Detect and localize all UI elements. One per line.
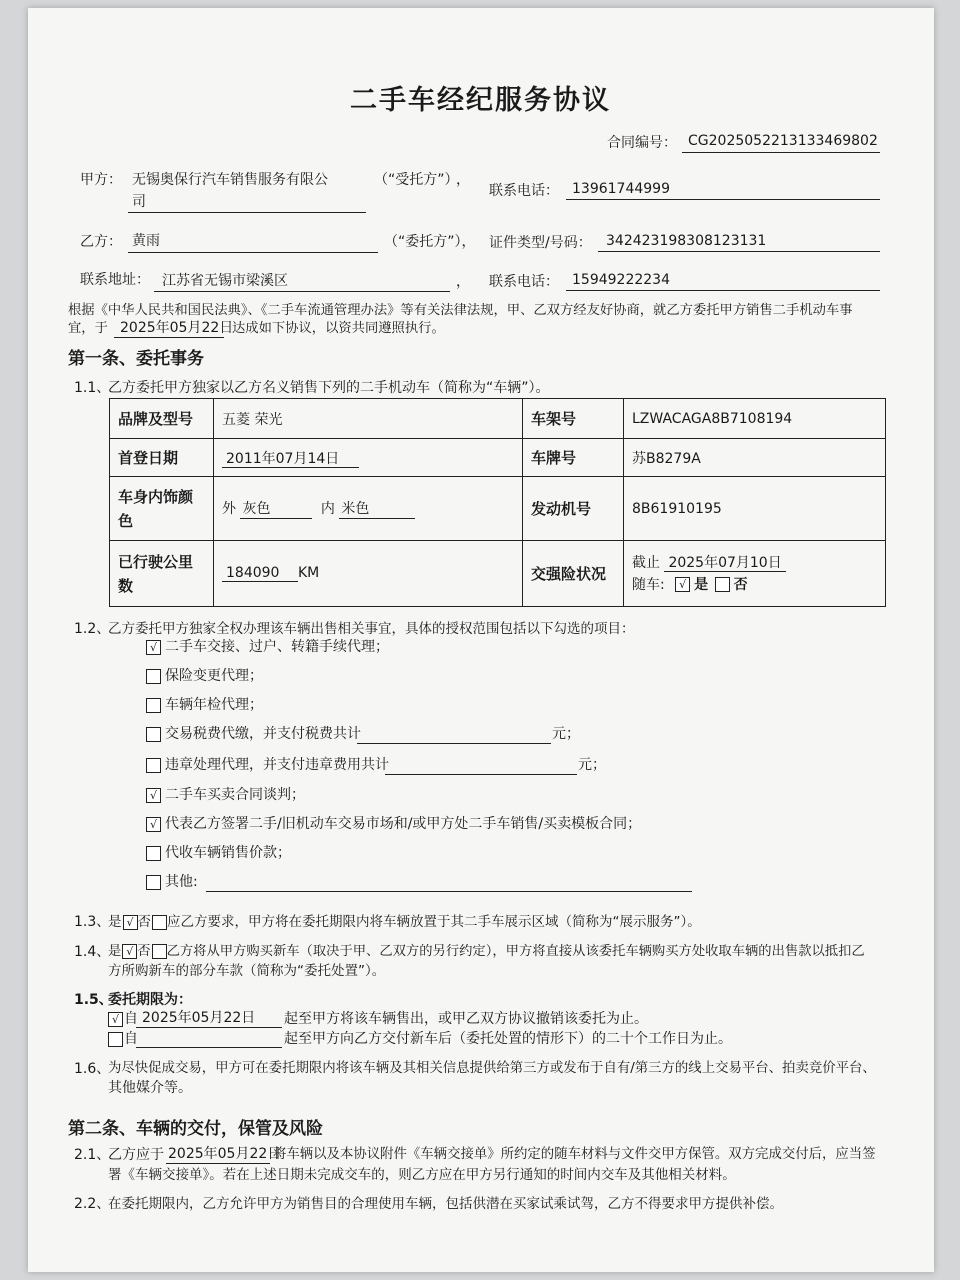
int-color: 米色 bbox=[339, 498, 415, 519]
clause-2-2-num: 2.2、 bbox=[74, 1196, 111, 1212]
mileage-value: 184090 bbox=[222, 565, 298, 582]
contract-no-underline bbox=[682, 152, 880, 153]
preamble-line2-pre: 宜，于 bbox=[68, 321, 108, 336]
clause-1-2-num: 1.2、 bbox=[74, 621, 111, 637]
party-b-addr-label: 联系地址： bbox=[80, 272, 150, 288]
brand-label: 品牌及型号 bbox=[110, 399, 214, 439]
clause-2-2-text: 在委托期限内，乙方允许甲方为销售目的合理使用车辆，包括供潜在买家试乘试驾，乙方不得要求甲方提供补偿。 bbox=[108, 1196, 783, 1212]
party-a-role: （“受托方”） bbox=[374, 172, 459, 188]
term-option-1-text: 起至甲方将该车辆售出，或甲乙双方协议撤销该委托为止。 bbox=[284, 1011, 648, 1027]
clause-1-4-text: 乙方将从甲方购买新车（取决于甲、乙双方的另行约定），甲方将直接从该委托车辆购买方处收取车辆的出售款以抵扣乙 bbox=[166, 944, 865, 959]
clause-1-5-num: 1.5、 bbox=[74, 992, 113, 1008]
option-transfer bbox=[146, 637, 389, 657]
option-violation bbox=[146, 755, 389, 775]
vehicle-table bbox=[109, 398, 886, 607]
reg-date-cell bbox=[214, 439, 523, 477]
clause-1-4 bbox=[108, 942, 865, 962]
preamble-line2-post: 达成如下协议，以资共同遵照执行。 bbox=[232, 321, 445, 336]
option-collect-payment bbox=[146, 843, 291, 863]
option-other bbox=[146, 872, 198, 892]
option-transfer-label: 二手车交接、过户、转籍手续代理； bbox=[165, 639, 389, 655]
section1-heading: 第一条、委托事务 bbox=[68, 349, 204, 369]
contract-no-value: CG2025052213133469802 bbox=[688, 133, 878, 149]
party-a-underline bbox=[128, 212, 366, 213]
other-underline bbox=[206, 891, 692, 892]
option-tax-checkbox[interactable] bbox=[146, 727, 161, 742]
option-negotiation-label: 二手车买卖合同谈判； bbox=[165, 787, 305, 803]
insurance-date: 2025年07月10日 bbox=[664, 555, 785, 572]
mileage-unit: KM bbox=[298, 565, 320, 581]
option-tax-label: 交易税费代缴，并支付税费共计 bbox=[165, 726, 361, 742]
preamble-line1: 根据《中华人民共和国民法典》、《二手车流通管理办法》等有关法律法规，甲、乙双方经友好协商，就乙方委托甲方销售二手机动车事 bbox=[68, 303, 853, 318]
term-option-2 bbox=[108, 1029, 138, 1049]
tax-amount-underline bbox=[357, 743, 551, 744]
insurance-follow: 随车: bbox=[632, 576, 665, 593]
party-a-comma: ， bbox=[456, 172, 470, 188]
insurance-yes-label: 是 bbox=[694, 576, 709, 593]
party-b-phone-label: 联系电话： bbox=[489, 274, 559, 290]
brand-value: 五菱 荣光 bbox=[214, 399, 523, 439]
clause-2-1-num: 2.1、 bbox=[74, 1147, 111, 1163]
party-b-addr: 江苏省无锡市梁溪区 bbox=[162, 273, 288, 289]
party-b-addr-underline bbox=[154, 291, 450, 292]
clause-1-4-no-checkbox[interactable] bbox=[152, 944, 167, 959]
option-violation-suffix: 元； bbox=[578, 757, 606, 773]
party-b-label: 乙方： bbox=[80, 234, 122, 250]
option-insurance-label: 保险变更代理； bbox=[165, 668, 263, 684]
mileage-cell bbox=[214, 541, 523, 607]
party-b-id-label: 证件类型/号码： bbox=[489, 235, 592, 251]
vin-value: LZWACAGA8B7108194 bbox=[624, 399, 886, 439]
int-prefix: 内 bbox=[320, 501, 335, 517]
party-b-phone: 15949222234 bbox=[572, 272, 670, 288]
color-cell bbox=[214, 477, 523, 541]
violation-amount-underline bbox=[385, 774, 577, 775]
option-collect-payment-label: 代收车辆销售价款； bbox=[165, 845, 291, 861]
clause-1-6-line1: 为尽快促成交易，甲方可在委托期限内将该车辆及其相关信息提供给第三方或发布于自有/第三方的线上交易平台、拍卖竞价平台、 bbox=[108, 1061, 876, 1076]
option-tax-suffix: 元； bbox=[552, 726, 580, 742]
party-a-name-1: 无锡奥保行汽车销售服务有限公 bbox=[132, 172, 328, 188]
clause-2-1-line1: 将车辆以及本协议附件《车辆交接单》所约定的随车材料与文件交甲方保管。双方完成交付后，应当签 bbox=[273, 1147, 876, 1162]
clause-1-1-num: 1.1、 bbox=[74, 380, 111, 396]
option-inspection bbox=[146, 695, 263, 715]
party-b-id: 342423198308123131 bbox=[606, 233, 767, 249]
option-violation-checkbox[interactable] bbox=[146, 758, 161, 773]
color-label: 车身内饰颜色 bbox=[110, 477, 214, 541]
section2-heading: 第二条、车辆的交付，保管及风险 bbox=[68, 1119, 323, 1139]
term-option-1-pre: 自 bbox=[124, 1011, 138, 1027]
clause-1-3 bbox=[108, 912, 701, 932]
term-option-2-pre: 自 bbox=[124, 1031, 138, 1047]
option-negotiation-checkbox[interactable]: √ bbox=[146, 788, 161, 803]
party-a-label: 甲方： bbox=[80, 172, 122, 188]
option-other-checkbox[interactable] bbox=[146, 875, 161, 890]
option-insurance bbox=[146, 666, 263, 686]
party-b-name-underline bbox=[128, 252, 378, 253]
clause-2-1-pre: 乙方应于 bbox=[108, 1147, 164, 1163]
plate-value: 苏B8279A bbox=[624, 439, 886, 477]
term-option-2-checkbox[interactable] bbox=[108, 1032, 123, 1047]
clause-1-4-line2: 方所购新车的部分车款（简称为“委托处置”）。 bbox=[108, 963, 386, 979]
clause-2-1-line2: 署《车辆交接单》。若在上述日期未完成交车的，则乙方应在甲方另行通知的时间内交车及其他相关材料。 bbox=[108, 1167, 736, 1183]
clause-1-2-text: 乙方委托甲方独家全权办理该车辆出售相关事宜，具体的授权范围包括以下勾选的项目： bbox=[108, 621, 635, 637]
plate-label: 车牌号 bbox=[523, 439, 624, 477]
term-option-2-text: 起至甲方向乙方交付新车后（委托处置的情形下）的二十个工作日为止。 bbox=[284, 1031, 732, 1047]
party-b-phone-underline bbox=[566, 290, 880, 291]
clause-1-4-yes-checkbox[interactable]: √ bbox=[122, 944, 137, 959]
insurance-yes-checkbox[interactable]: √ bbox=[675, 577, 690, 592]
vin-label: 车架号 bbox=[523, 399, 624, 439]
clause-1-3-text: 应乙方要求，甲方将在委托期限内将车辆放置于其二手车展示区域（简称为“展示服务”）。 bbox=[167, 914, 701, 930]
option-other-label: 其他: bbox=[165, 874, 198, 890]
reg-date-label: 首登日期 bbox=[110, 439, 214, 477]
insurance-label: 交强险状况 bbox=[523, 541, 624, 607]
option-sign-contract bbox=[146, 814, 641, 834]
option-inspection-checkbox[interactable] bbox=[146, 698, 161, 713]
insurance-no-checkbox[interactable] bbox=[715, 577, 730, 592]
option-sign-contract-label: 代表乙方签署二手/旧机动车交易市场和/或甲方处二手车销售/买卖模板合同； bbox=[165, 816, 642, 832]
party-b-addr-comma: ， bbox=[456, 274, 470, 290]
insurance-cell bbox=[624, 541, 886, 607]
preamble-date: 2025年05月22日 bbox=[120, 320, 234, 336]
document-title: 二手车经纪服务协议 bbox=[350, 85, 611, 116]
option-insurance-checkbox[interactable] bbox=[146, 669, 161, 684]
engine-label: 发动机号 bbox=[523, 477, 624, 541]
clause-1-3-yes-label: 是 bbox=[108, 914, 122, 930]
option-violation-label: 违章处理代理，并支付违章费用共计 bbox=[165, 757, 389, 773]
party-a-phone-underline bbox=[566, 199, 880, 200]
clause-2-1-date-underline bbox=[166, 1163, 270, 1164]
reg-date-value: 2011年07月14日 bbox=[222, 451, 359, 468]
term-start-underline bbox=[136, 1027, 282, 1028]
clause-1-1-text: 乙方委托甲方独家以乙方名义销售下列的二手机动车（简称为“车辆”）。 bbox=[108, 380, 550, 396]
clause-1-4-yes-label: 是 bbox=[108, 944, 122, 959]
clause-1-6-line2: 其他媒介等。 bbox=[108, 1080, 192, 1096]
party-a-phone-label: 联系电话： bbox=[489, 183, 559, 199]
option-inspection-label: 车辆年检代理； bbox=[165, 697, 263, 713]
ext-prefix: 外 bbox=[222, 501, 236, 517]
preamble-date-underline bbox=[114, 337, 224, 338]
term-option-2-underline bbox=[136, 1047, 282, 1048]
insurance-prefix: 截止 bbox=[632, 554, 660, 571]
clause-1-4-num: 1.4、 bbox=[74, 944, 111, 960]
party-a-phone: 13961744999 bbox=[572, 181, 670, 197]
clause-1-3-no-checkbox[interactable] bbox=[152, 915, 167, 930]
clause-1-5-heading: 委托期限为： bbox=[108, 992, 192, 1008]
engine-value: 8B61910195 bbox=[624, 477, 886, 541]
party-a-name-2: 司 bbox=[132, 194, 146, 210]
party-b-role: （“委托方”）， bbox=[384, 234, 476, 250]
insurance-no-label: 否 bbox=[733, 576, 748, 593]
party-b-id-underline bbox=[598, 251, 880, 252]
option-negotiation bbox=[146, 785, 305, 805]
contract-no-label: 合同编号： bbox=[607, 135, 677, 151]
option-sign-contract-checkbox[interactable]: √ bbox=[146, 817, 161, 832]
term-option-1 bbox=[108, 1009, 138, 1029]
party-b-name: 黄雨 bbox=[132, 233, 160, 249]
mileage-label: 已行驶公里数 bbox=[110, 541, 214, 607]
option-transfer-checkbox[interactable]: √ bbox=[146, 640, 161, 655]
term-start-date: 2025年05月22日 bbox=[142, 1010, 256, 1026]
clause-1-6-num: 1.6、 bbox=[74, 1061, 111, 1077]
clause-1-3-num: 1.3、 bbox=[74, 914, 111, 930]
clause-1-3-no-label: 否 bbox=[137, 914, 151, 930]
option-collect-payment-checkbox[interactable] bbox=[146, 846, 161, 861]
term-option-1-checkbox[interactable]: √ bbox=[108, 1012, 123, 1027]
clause-1-4-no-label: 否 bbox=[137, 944, 151, 959]
ext-color: 灰色 bbox=[240, 498, 312, 519]
option-tax bbox=[146, 724, 361, 744]
clause-2-1-date: 2025年05月22日 bbox=[168, 1146, 282, 1162]
clause-1-3-yes-checkbox[interactable]: √ bbox=[123, 915, 138, 930]
